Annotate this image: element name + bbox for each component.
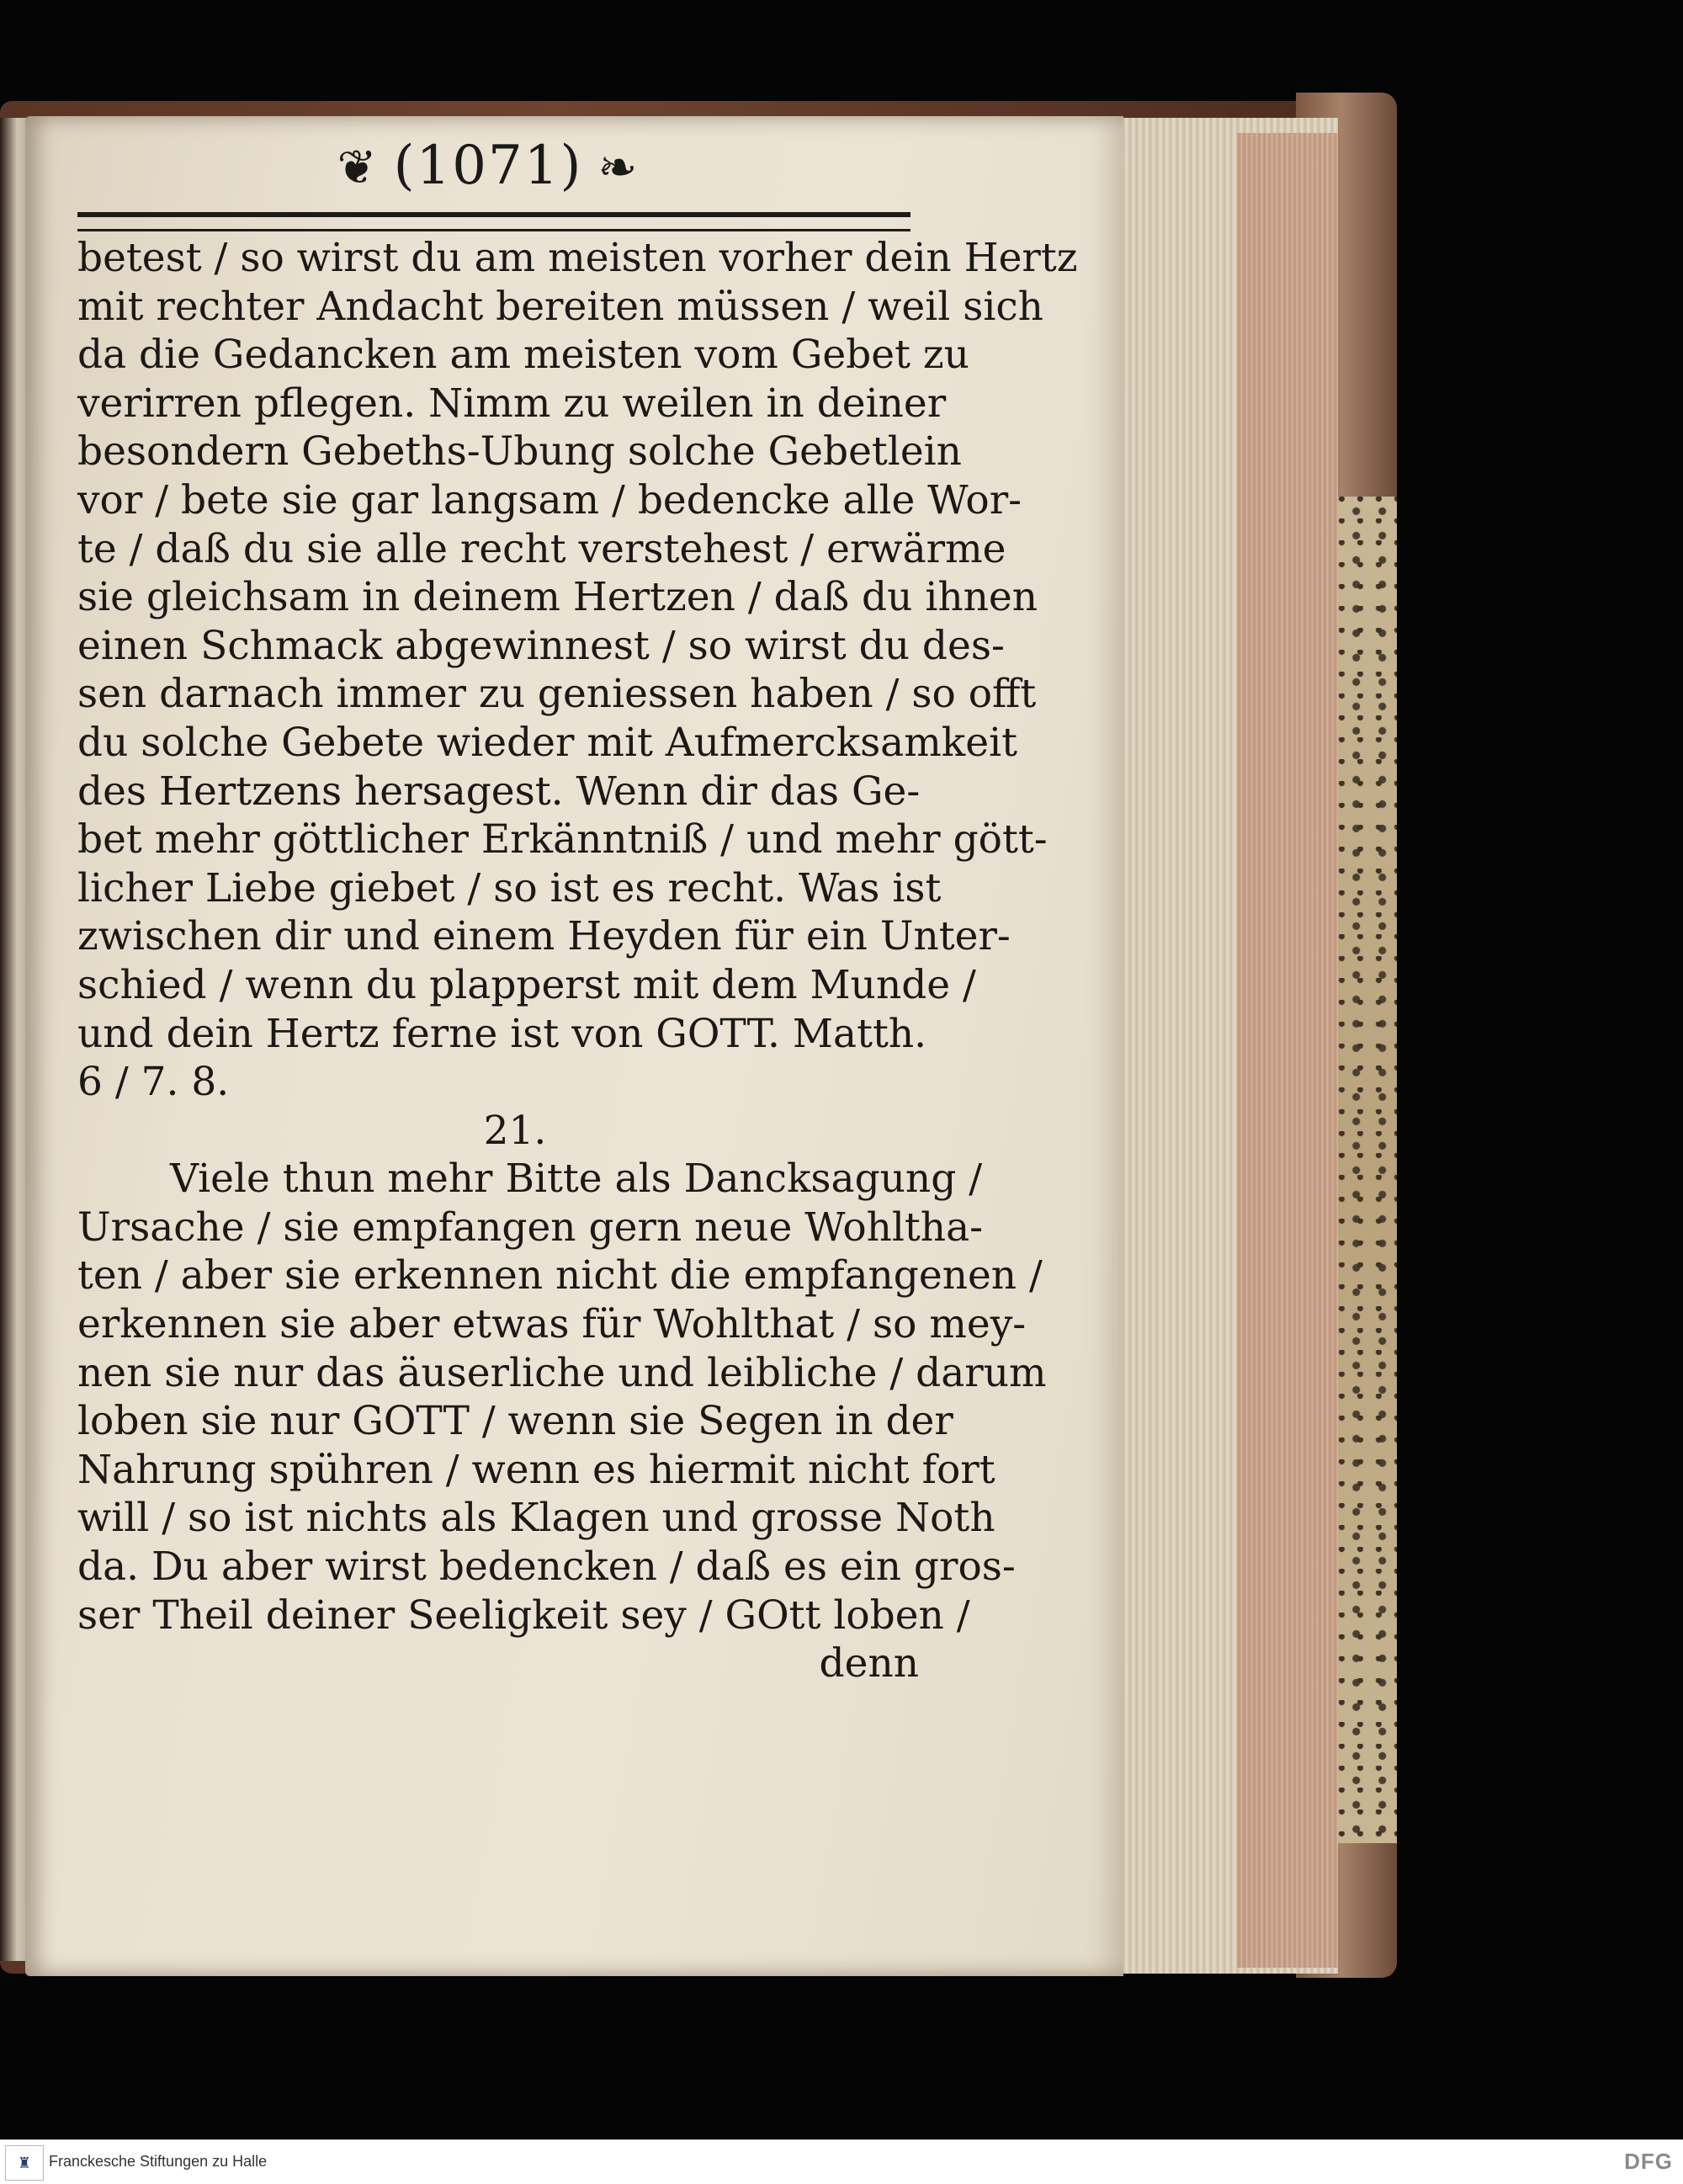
left-page-edge [0, 118, 29, 1961]
text-line: erkennen sie aber etwas für Wohlthat / so mey- [77, 1301, 1027, 1348]
text-line: zwischen dir und einem Heyden für ein Unter- [77, 913, 1011, 960]
text-line: nen sie nur das äuserliche und leibliche / darum [77, 1349, 1047, 1396]
text-line: einen Schmack abgewinnest / so wirst du des- [77, 622, 1005, 669]
text-line: sen darnach immer zu geniessen haben / so offt [77, 671, 1037, 718]
text-line: und dein Hertz ferne ist von GOTT. Matth. [77, 1010, 927, 1057]
dfg-logo[interactable]: DFG [1624, 2149, 1673, 2174]
text-line: bet mehr göttlicher Erkänntniß / und mehr gött- [77, 816, 1048, 864]
text-line: sie gleichsam in deinem Hertzen / daß du ihnen [77, 574, 1038, 621]
text-line: mit rechter Andacht bereiten müssen / weil sich [77, 283, 1043, 330]
viewer-footer [0, 2139, 1683, 2184]
institution-logo-icon[interactable]: ♜ [5, 2145, 44, 2181]
text-line: 6 / 7. 8. [77, 1059, 230, 1106]
text-line: te / daß du sie alle recht verstehest / erwärme [77, 525, 1006, 572]
ornament-left-icon: ❦ [337, 141, 379, 195]
page-body-text [77, 234, 1078, 1688]
page-number: (1071) [393, 135, 583, 197]
section-number: 21. [483, 1107, 547, 1154]
text-line: Viele thun mehr Bitte als Dancksagung / [170, 1156, 983, 1203]
marbled-edge [1338, 497, 1397, 1843]
institution-name[interactable]: Franckesche Stiftungen zu Halle [49, 2153, 268, 2170]
header-rule [77, 212, 911, 231]
text-line: Nahrung spühren / wenn es hiermit nicht fort [77, 1446, 995, 1493]
text-line: des Hertzens hersagest. Wenn dir das Ge- [77, 768, 921, 815]
text-line: da. Du aber wirst bedencken / daß es ein gros- [77, 1544, 1016, 1591]
page-fore-edge-shade [1237, 133, 1338, 1968]
text-line: licher Liebe giebet / so ist es recht. Was ist [77, 864, 942, 911]
text-line: betest / so wirst du am meisten vorher dein Hertz [77, 235, 1078, 281]
text-line: besondern Gebeths-Ubung solche Gebetlein [77, 428, 962, 476]
catchword: denn [819, 1640, 919, 1687]
text-line: da die Gedancken am meisten vom Gebet zu [77, 332, 969, 379]
page-header [320, 135, 656, 197]
text-line: ser Theil deiner Seeligkeit sey / GOtt loben / [77, 1592, 970, 1639]
ornament-right-icon: ❧ [597, 141, 640, 195]
text-line: ten / aber sie erkennen nicht die empfangenen / [77, 1252, 1043, 1299]
text-line: verirren pflegen. Nimm zu weilen in deiner [77, 380, 947, 427]
text-line: Ursache / sie empfangen gern neue Wohltha- [77, 1204, 983, 1251]
text-line: loben sie nur GOTT / wenn sie Segen in der [77, 1398, 953, 1445]
text-line: vor / bete sie gar langsam / bedencke alle Wor- [77, 476, 1022, 523]
text-line: will / so ist nichts als Klagen und grosse Noth [77, 1495, 995, 1542]
text-line: du solche Gebete wieder mit Aufmercksamkeit [77, 719, 1017, 766]
text-line: schied / wenn du plapperst mit dem Munde / [77, 961, 976, 1008]
